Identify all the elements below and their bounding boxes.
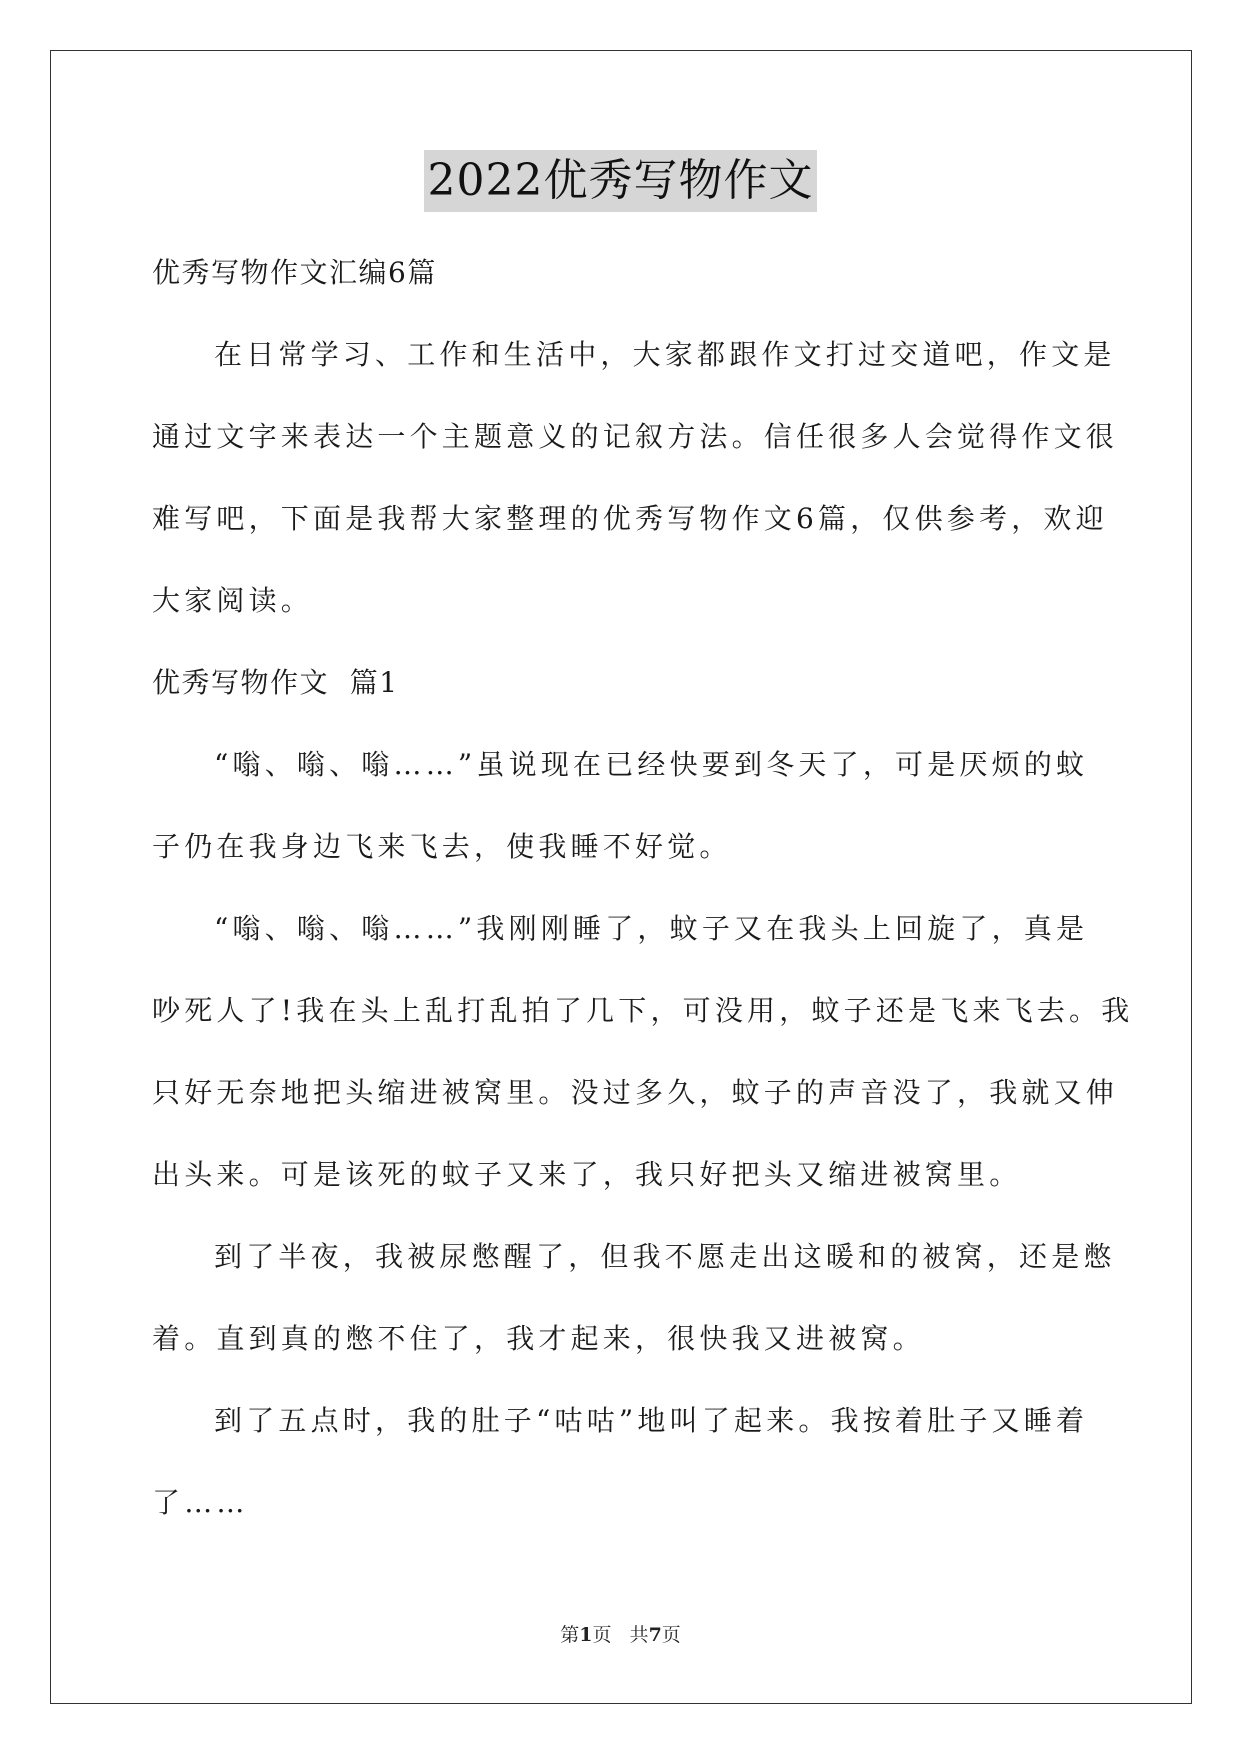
paragraph-line: 只好无奈地把头缩进被窝里。没过多久，蚊子的声音没了，我就又伸 bbox=[152, 1076, 1119, 1109]
title-container bbox=[0, 150, 1241, 212]
footer-suffix: 页 bbox=[661, 1624, 681, 1646]
paragraph-line: 出头来。可是该死的蚊子又来了，我只好把头又缩进被窝里。 bbox=[152, 1158, 1022, 1191]
footer-mid: 页 共 bbox=[592, 1624, 649, 1646]
paragraph-line: “嗡、嗡、嗡……”虽说现在已经快要到冬天了，可是厌烦的蚊 bbox=[214, 748, 1089, 781]
page-footer bbox=[0, 1620, 1241, 1647]
paragraph-line: 吵死人了!我在头上乱打乱拍了几下，可没用，蚊子还是飞来飞去。我 bbox=[152, 994, 1134, 1027]
paragraph-line: “嗡、嗡、嗡……”我刚刚睡了，蚊子又在我头上回旋了，真是 bbox=[214, 912, 1089, 945]
footer-prefix: 第 bbox=[560, 1624, 580, 1646]
document-body bbox=[152, 232, 1134, 1544]
footer-total-pages: 7 bbox=[648, 1624, 662, 1646]
paragraph-line: 子仍在我身边飞来飞去，使我睡不好觉。 bbox=[152, 830, 732, 863]
footer-page-number: 1 bbox=[579, 1624, 593, 1646]
paragraph-line: 着。直到真的憋不住了，我才起来，很快我又进被窝。 bbox=[152, 1322, 925, 1355]
paragraph-line: 到了半夜，我被尿憋醒了，但我不愿走出这暖和的被窝，还是憋 bbox=[214, 1240, 1116, 1273]
intro-line: 难写吧，下面是我帮大家整理的优秀写物作文6篇，仅供参考，欢迎 bbox=[152, 502, 1108, 535]
paragraph-line: 了…… bbox=[152, 1486, 249, 1519]
paragraph-line: 到了五点时，我的肚子“咕咕”地叫了起来。我按着肚子又睡着 bbox=[214, 1404, 1089, 1437]
intro-line: 大家阅读。 bbox=[152, 584, 314, 617]
document-title: 2022优秀写物作文 bbox=[424, 150, 818, 212]
intro-line: 在日常学习、工作和生活中，大家都跟作文打过交道吧，作文是 bbox=[214, 338, 1116, 371]
subtitle: 优秀写物作文汇编6篇 bbox=[152, 256, 437, 289]
intro-line: 通过文字来表达一个主题意义的记叙方法。信任很多人会觉得作文很 bbox=[152, 420, 1119, 453]
section-heading: 优秀写物作文 篇1 bbox=[152, 666, 399, 699]
